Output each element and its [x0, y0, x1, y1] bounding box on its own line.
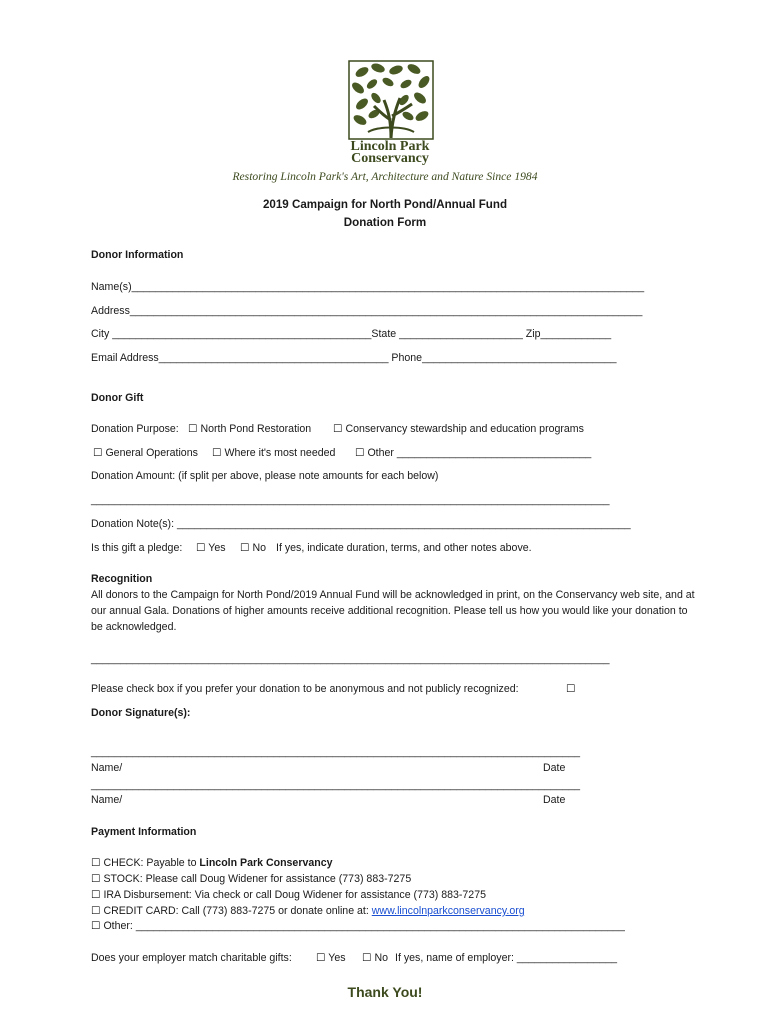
address-field[interactable]: Address_______________________________________________________________________________________ — [91, 305, 643, 317]
employer-name-field[interactable]: If yes, name of employer: _________________ — [395, 952, 618, 964]
donor-gift-heading: Donor Gift — [91, 392, 144, 404]
names-field[interactable]: Name(s)_______________________________________________________________________________________ — [91, 281, 645, 293]
signature-line-1[interactable]: ___________________________________________________________________________________ — [91, 746, 581, 758]
credit-card-label: ☐ CREDIT CARD: Call (773) 883-7275 or donate online at: — [91, 905, 372, 917]
form-subtitle: Donation Form — [343, 216, 427, 229]
signature-date-label-1: Date — [543, 762, 566, 774]
city-state-zip-field[interactable]: City ____________________________________________State _____________________ Zip____________ — [91, 328, 612, 340]
credit-card-option[interactable] — [91, 905, 525, 918]
donation-amount-label: Donation Amount: (if split per above, please note amounts for each below) — [91, 470, 439, 482]
recognition-field[interactable]: ________________________________________________________________________________________ — [91, 653, 610, 665]
check-option[interactable] — [91, 857, 332, 870]
signature-line-2[interactable]: ___________________________________________________________________________________ — [91, 779, 581, 791]
thank-you-text: Thank You! — [347, 984, 423, 1000]
recognition-text: All donors to the Campaign for North Pond/2019 Annual Fund will be acknowledged in print, on the Conservancy web site, and at our annual Gala. Donations of higher amounts receive additional recognition. Please tell us how you would like your donation to be acknowledged. — [91, 589, 695, 633]
org-name-line2: Conservancy — [351, 151, 429, 166]
donation-amount-field[interactable]: ________________________________________________________________________________________ — [91, 494, 610, 506]
donate-online-link[interactable]: www.lincolnparkconservancy.org — [371, 905, 525, 917]
employer-yes-checkbox[interactable]: ☐ Yes — [316, 952, 346, 964]
payment-heading: Payment Information — [91, 826, 197, 838]
check-option-label: ☐ CHECK: Payable to — [91, 857, 200, 869]
recognition-heading: Recognition — [91, 573, 153, 585]
pledge-no-checkbox[interactable]: ☐ No — [240, 542, 266, 554]
donation-note-field[interactable]: Donation Note(s): _____________________________________________________________________________ — [91, 518, 631, 530]
signature-date-label-2: Date — [543, 794, 566, 806]
tagline: Restoring Lincoln Park's Art, Architecture and Nature Since 1984 — [232, 170, 538, 183]
donation-purpose-label: Donation Purpose: — [91, 423, 179, 435]
form-title: 2019 Campaign for North Pond/Annual Fund — [262, 198, 508, 211]
check-payee: Lincoln Park Conservancy — [199, 857, 333, 869]
other-purpose-checkbox[interactable]: ☐ Other _________________________________ — [355, 447, 592, 459]
other-payment-option[interactable]: ☐ Other: ___________________________________________________________________________________ — [91, 920, 625, 932]
employer-match-question: Does your employer match charitable gifts: — [91, 952, 292, 964]
general-operations-checkbox[interactable]: ☐ General Operations — [93, 447, 198, 459]
signature-name-label-2: Name/ — [91, 794, 123, 806]
ira-option[interactable]: ☐ IRA Disbursement: Via check or call Doug Widener for assistance (773) 883-7275 — [91, 889, 486, 901]
employer-no-checkbox[interactable]: ☐ No — [362, 952, 388, 964]
tree-logo-icon — [348, 60, 434, 140]
stewardship-checkbox[interactable]: ☐ Conservancy stewardship and education programs — [333, 423, 584, 435]
donor-info-heading: Donor Information — [91, 249, 184, 261]
pledge-question: Is this gift a pledge: — [91, 542, 183, 554]
most-needed-checkbox[interactable]: ☐ Where it's most needed — [212, 447, 336, 459]
signature-heading: Donor Signature(s): — [91, 707, 191, 719]
pledge-yes-checkbox[interactable]: ☐ Yes — [196, 542, 226, 554]
anonymous-text: Please check box if you prefer your donation to be anonymous and not publicly recognized: — [91, 683, 519, 695]
pledge-note: If yes, indicate duration, terms, and other notes above. — [276, 542, 532, 554]
email-phone-field[interactable]: Email Address_______________________________________ Phone_________________________________ — [91, 352, 617, 364]
north-pond-checkbox[interactable]: ☐ North Pond Restoration — [188, 423, 312, 435]
anonymous-checkbox[interactable]: ☐ — [566, 683, 576, 695]
signature-name-label-1: Name/ — [91, 762, 123, 774]
stock-option[interactable]: ☐ STOCK: Please call Doug Widener for assistance (773) 883-7275 — [91, 873, 412, 885]
org-name-line1: Lincoln Park — [350, 139, 430, 154]
